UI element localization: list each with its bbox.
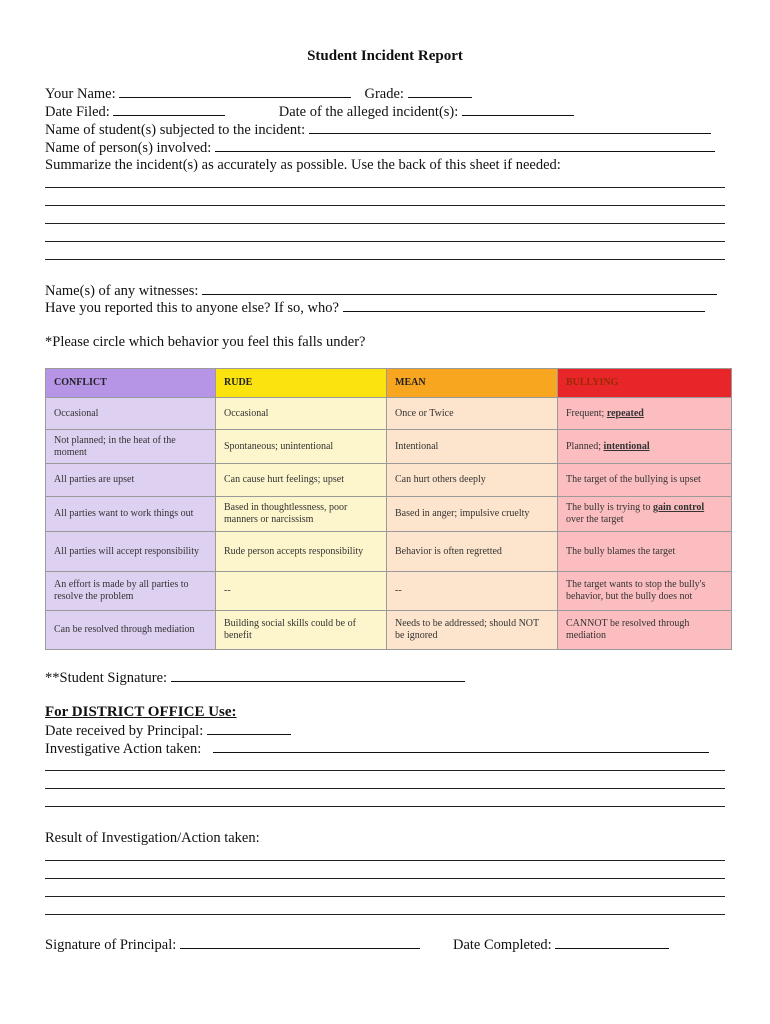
subjected-field[interactable] — [309, 120, 711, 134]
investigative-line[interactable] — [45, 788, 725, 789]
date-completed-field[interactable] — [555, 935, 669, 949]
table-cell[interactable]: All parties want to work things out — [46, 497, 216, 532]
table-cell[interactable]: -- — [387, 572, 558, 611]
reported-label: Have you reported this to anyone else? If so, who? — [45, 300, 339, 316]
district-heading-text: For DISTRICT OFFICE Use: — [45, 704, 237, 720]
table-cell[interactable]: Occasional — [216, 398, 387, 430]
table-cell[interactable]: Based in anger; impulsive cruelty — [387, 497, 558, 532]
emphasis-intentional: intentional — [603, 440, 650, 452]
cell-text: The bully is trying to — [566, 502, 653, 513]
principal-signature-row — [45, 935, 420, 954]
investigative-row — [45, 739, 709, 758]
grade-field[interactable] — [408, 84, 472, 98]
investigative-line[interactable] — [45, 806, 725, 807]
table-row — [46, 532, 732, 572]
table-row — [46, 430, 732, 464]
date-filed-label: Date Filed: — [45, 104, 110, 120]
table-cell[interactable] — [558, 430, 732, 464]
date-completed-row — [453, 935, 669, 954]
date-incident-label: Date of the alleged incident(s): — [278, 104, 459, 120]
table-cell[interactable]: CANNOT be resolved through mediation — [558, 611, 732, 650]
result-line[interactable] — [45, 896, 725, 897]
cell-text: over the target — [566, 514, 624, 525]
principal-signature-field[interactable] — [180, 935, 420, 949]
witnesses-label: Name(s) of any witnesses: — [45, 283, 199, 299]
table-cell[interactable]: Not planned; in the heat of the moment — [46, 430, 216, 464]
header-conflict[interactable]: CONFLICT — [46, 369, 216, 398]
summary-line[interactable] — [45, 241, 725, 242]
table-cell[interactable]: Rude person accepts responsibility — [216, 532, 387, 572]
emphasis-repeated: repeated — [606, 407, 644, 419]
your-name-label: Your Name: — [45, 86, 116, 102]
table-cell[interactable] — [558, 398, 732, 430]
subjected-row — [45, 120, 711, 139]
table-cell[interactable]: Building social skills could be of benefit — [216, 611, 387, 650]
behavior-table — [45, 368, 732, 650]
investigative-line[interactable] — [45, 770, 725, 771]
involved-row — [45, 138, 715, 157]
date-received-label: Date received by Principal: — [45, 723, 204, 739]
summary-line[interactable] — [45, 205, 725, 206]
table-cell[interactable]: Needs to be addressed; should NOT be ignored — [387, 611, 558, 650]
table-cell[interactable]: Can be resolved through mediation — [46, 611, 216, 650]
summary-line[interactable] — [45, 259, 725, 260]
page-title: Student Incident Report — [307, 48, 463, 64]
table-cell[interactable]: Based in thoughtlessness, poor manners or narcissism — [216, 497, 387, 532]
header-rude[interactable]: RUDE — [216, 369, 387, 398]
table-row — [46, 611, 732, 650]
table-cell[interactable]: The bully blames the target — [558, 532, 732, 572]
witnesses-field[interactable] — [202, 281, 717, 295]
table-row — [46, 398, 732, 430]
table-cell[interactable]: Behavior is often regretted — [387, 532, 558, 572]
reported-row — [45, 298, 705, 317]
table-cell[interactable]: An effort is made by all parties to resolve the problem — [46, 572, 216, 611]
principal-signature-label: Signature of Principal: — [45, 937, 177, 953]
table-cell[interactable]: Spontaneous; unintentional — [216, 430, 387, 464]
result-line[interactable] — [45, 878, 725, 879]
result-line[interactable] — [45, 860, 725, 861]
result-line[interactable] — [45, 914, 725, 915]
grade-label: Grade: — [364, 86, 404, 102]
your-name-field[interactable] — [119, 84, 351, 98]
date-filed-field[interactable] — [113, 102, 225, 116]
date-filed-row — [45, 102, 574, 121]
table-cell[interactable]: Can cause hurt feelings; upset — [216, 464, 387, 497]
investigative-field[interactable] — [213, 739, 709, 753]
table-cell[interactable]: All parties will accept responsibility — [46, 532, 216, 572]
table-cell[interactable]: Intentional — [387, 430, 558, 464]
date-incident-field[interactable] — [462, 102, 574, 116]
header-mean[interactable]: MEAN — [387, 369, 558, 398]
involved-field[interactable] — [215, 138, 715, 152]
header-bullying[interactable]: BULLYING — [558, 369, 732, 398]
table-cell[interactable]: All parties are upset — [46, 464, 216, 497]
cell-text: Planned; — [566, 440, 604, 452]
student-signature-field[interactable] — [171, 668, 465, 682]
student-signature-row — [45, 668, 465, 687]
table-cell[interactable]: Once or Twice — [387, 398, 558, 430]
table-cell[interactable]: Can hurt others deeply — [387, 464, 558, 497]
reported-field[interactable] — [343, 298, 705, 312]
emphasis-gain-control: gain control — [652, 502, 705, 513]
date-completed-label: Date Completed: — [453, 937, 552, 953]
subjected-label: Name of student(s) subjected to the incident: — [45, 122, 306, 138]
involved-label: Name of person(s) involved: — [45, 140, 212, 156]
table-row — [46, 572, 732, 611]
table-cell[interactable]: Occasional — [46, 398, 216, 430]
table-row — [46, 464, 732, 497]
table-cell[interactable] — [558, 497, 732, 532]
summary-line[interactable] — [45, 187, 725, 188]
investigative-label: Investigative Action taken: — [45, 741, 202, 757]
cell-text: Frequent; — [566, 407, 607, 419]
date-received-row — [45, 721, 291, 740]
your-name-row — [45, 84, 472, 103]
table-cell[interactable]: The target wants to stop the bully's behavior, but the bully does not — [558, 572, 732, 611]
table-header-row — [46, 369, 732, 398]
table-row — [46, 497, 732, 532]
table-cell[interactable]: The target of the bullying is upset — [558, 464, 732, 497]
circle-instruction: *Please circle which behavior you feel this falls under? — [45, 334, 366, 350]
student-signature-label: **Student Signature: — [45, 670, 168, 686]
result-label: Result of Investigation/Action taken: — [45, 830, 260, 846]
table-cell[interactable]: -- — [216, 572, 387, 611]
summary-line[interactable] — [45, 223, 725, 224]
date-received-field[interactable] — [207, 721, 291, 735]
summarize-label: Summarize the incident(s) as accurately as possible. Use the back of this sheet if needed: — [45, 157, 561, 173]
district-heading — [45, 703, 237, 721]
